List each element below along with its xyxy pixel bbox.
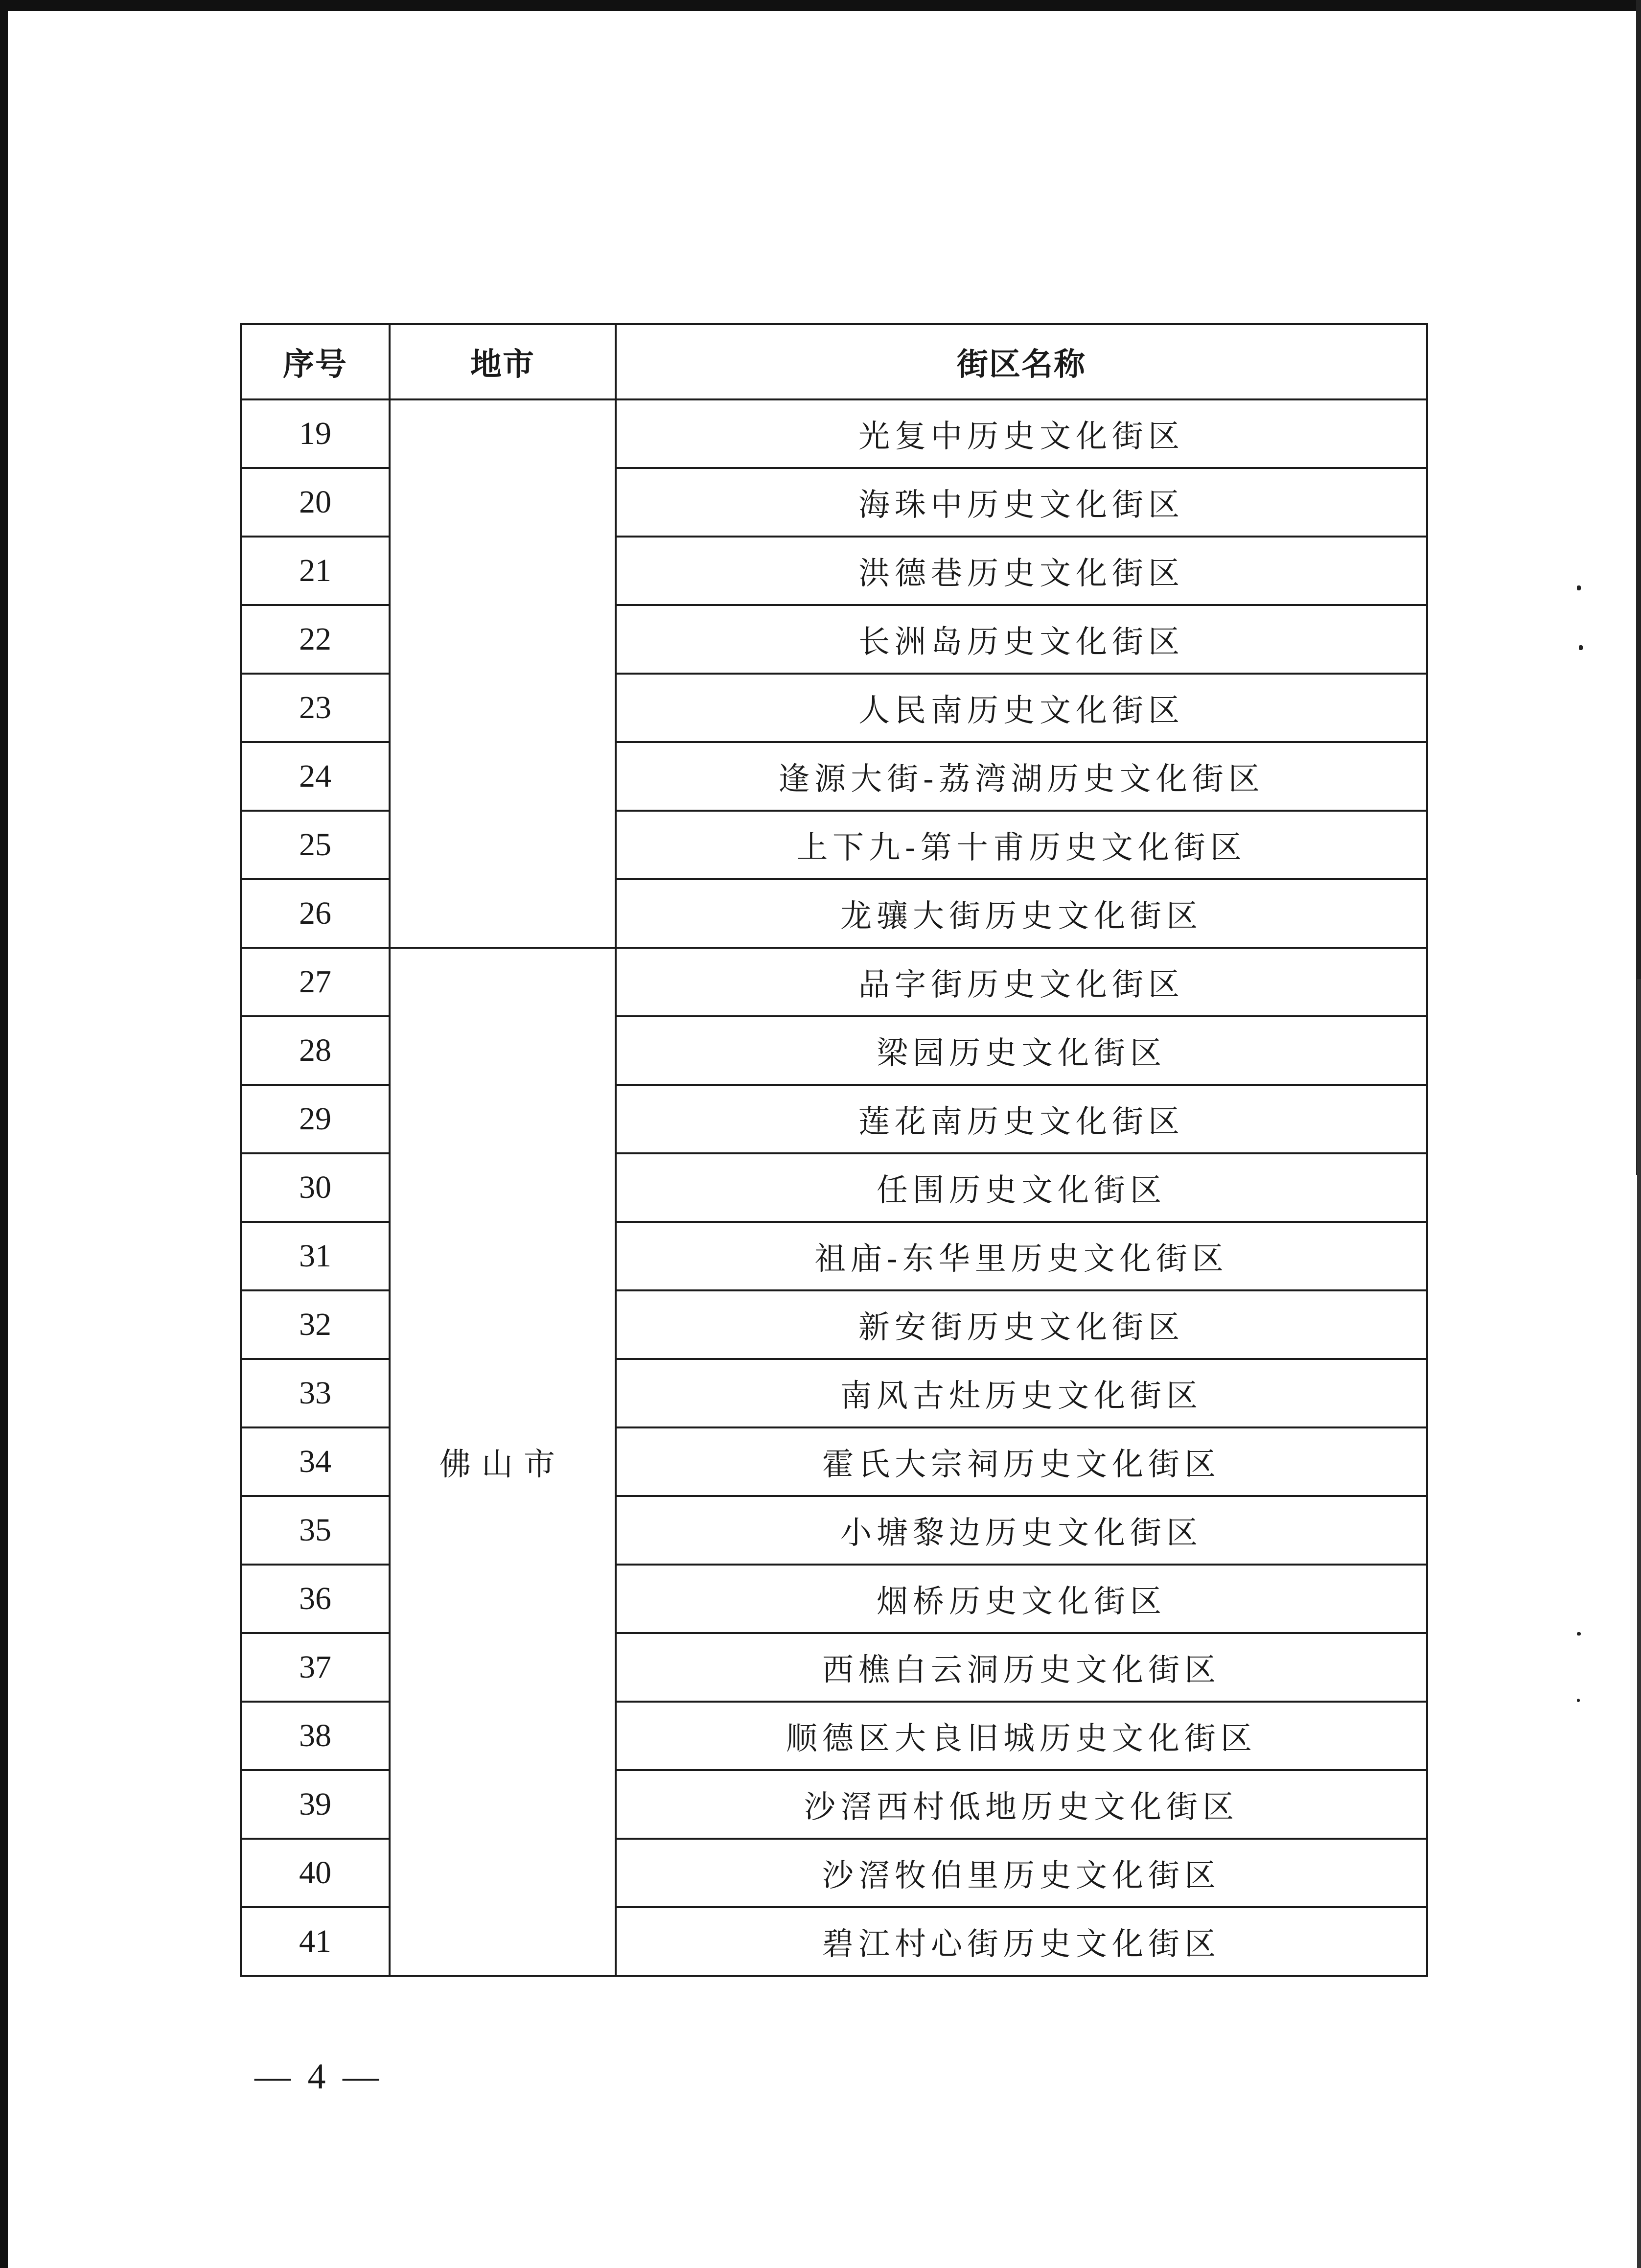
row-index-cell: 19 xyxy=(241,399,390,468)
district-name-cell: 龙骧大街历史文化街区 xyxy=(616,879,1427,948)
scan-speck xyxy=(1577,1699,1580,1702)
table-body xyxy=(241,399,1427,1976)
district-name-cell: 洪德巷历史文化街区 xyxy=(616,537,1427,605)
district-name-cell: 南风古灶历史文化街区 xyxy=(616,1359,1427,1427)
table-header-row xyxy=(241,324,1427,399)
district-name-cell: 霍氏大宗祠历史文化街区 xyxy=(616,1427,1427,1496)
district-name-cell: 新安街历史文化街区 xyxy=(616,1290,1427,1359)
header-city: 地市 xyxy=(390,324,616,399)
district-name-cell: 光复中历史文化街区 xyxy=(616,399,1427,468)
row-index-cell: 31 xyxy=(241,1222,390,1290)
row-index-cell: 26 xyxy=(241,879,390,948)
row-index-cell: 29 xyxy=(241,1085,390,1153)
scan-edge-left xyxy=(0,0,8,2268)
district-name-cell: 祖庙-东华里历史文化街区 xyxy=(616,1222,1427,1290)
district-name-cell: 品字街历史文化街区 xyxy=(616,948,1427,1016)
row-index-cell: 27 xyxy=(241,948,390,1016)
district-name-cell: 人民南历史文化街区 xyxy=(616,674,1427,742)
scan-speck xyxy=(1577,585,1581,590)
district-name-cell: 碧江村心街历史文化街区 xyxy=(616,1907,1427,1976)
district-name-cell: 任围历史文化街区 xyxy=(616,1153,1427,1222)
row-index-cell: 30 xyxy=(241,1153,390,1222)
district-name-cell: 顺德区大良旧城历史文化街区 xyxy=(616,1702,1427,1770)
scan-speck xyxy=(1577,1632,1581,1636)
district-name-cell: 逢源大街-荔湾湖历史文化街区 xyxy=(616,742,1427,811)
row-index-cell: 39 xyxy=(241,1770,390,1839)
district-name-cell: 西樵白云洞历史文化街区 xyxy=(616,1633,1427,1702)
city-cell: 佛山市 xyxy=(390,948,616,1976)
district-name-cell: 莲花南历史文化街区 xyxy=(616,1085,1427,1153)
row-index-cell: 24 xyxy=(241,742,390,811)
row-index-cell: 38 xyxy=(241,1702,390,1770)
row-index-cell: 40 xyxy=(241,1839,390,1907)
header-name: 街区名称 xyxy=(616,324,1427,399)
row-index-cell: 20 xyxy=(241,468,390,537)
city-cell xyxy=(390,399,616,948)
row-index-cell: 32 xyxy=(241,1290,390,1359)
row-index-cell: 36 xyxy=(241,1565,390,1633)
district-name-cell: 上下九-第十甫历史文化街区 xyxy=(616,811,1427,879)
district-name-cell: 沙滘西村低地历史文化街区 xyxy=(616,1770,1427,1839)
historic-districts-table xyxy=(240,323,1428,1977)
district-name-cell: 小塘黎边历史文化街区 xyxy=(616,1496,1427,1565)
row-index-cell: 34 xyxy=(241,1427,390,1496)
row-index-cell: 33 xyxy=(241,1359,390,1427)
scan-edge-right-lower xyxy=(1637,979,1641,2268)
row-index-cell: 21 xyxy=(241,537,390,605)
page-number: — 4 — xyxy=(254,2057,383,2097)
row-index-cell: 22 xyxy=(241,605,390,674)
district-name-cell: 长洲岛历史文化街区 xyxy=(616,605,1427,674)
scan-edge-top xyxy=(0,0,1641,11)
district-name-cell: 梁园历史文化街区 xyxy=(616,1016,1427,1085)
row-index-cell: 41 xyxy=(241,1907,390,1976)
district-name-cell: 沙滘牧伯里历史文化街区 xyxy=(616,1839,1427,1907)
district-name-cell: 海珠中历史文化街区 xyxy=(616,468,1427,537)
table-row xyxy=(241,948,1427,1016)
header-index: 序号 xyxy=(241,324,390,399)
row-index-cell: 28 xyxy=(241,1016,390,1085)
scan-speck xyxy=(1579,645,1583,650)
district-name-cell: 烟桥历史文化街区 xyxy=(616,1565,1427,1633)
table-row xyxy=(241,399,1427,468)
row-index-cell: 23 xyxy=(241,674,390,742)
row-index-cell: 35 xyxy=(241,1496,390,1565)
row-index-cell: 25 xyxy=(241,811,390,879)
row-index-cell: 37 xyxy=(241,1633,390,1702)
